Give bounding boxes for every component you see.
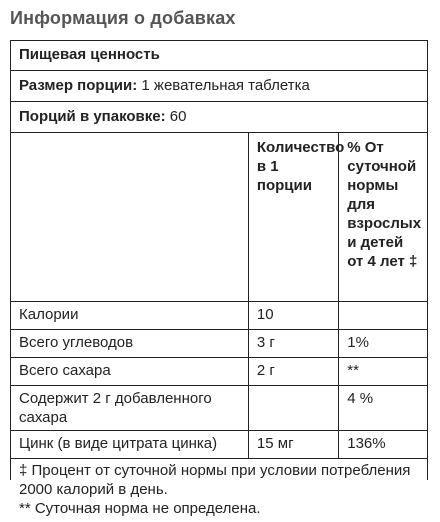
- nutrient-amount: 2 г: [248, 357, 338, 385]
- footnotes: [11, 457, 427, 522]
- nutrient-name: Цинк (в виде цитрата цинка): [11, 430, 248, 458]
- servings-value: 60: [169, 108, 187, 125]
- nutrient-dv: 1%: [339, 329, 427, 357]
- table-row: [11, 329, 427, 357]
- header-amount: Количество в 1 порции: [248, 133, 338, 301]
- nutrient-dv: [339, 301, 427, 329]
- header-empty-cell: [11, 133, 248, 301]
- nutrient-amount: 3 г: [248, 329, 338, 357]
- nutrient-dv: 4 %: [339, 385, 427, 430]
- facts-heading: Пищевая ценность: [11, 41, 427, 71]
- page-title: Информация о добавках: [10, 8, 236, 28]
- servings-per-container-row: [11, 102, 427, 133]
- table-header-row: [11, 133, 427, 301]
- table-row: [11, 385, 427, 430]
- nutrient-name: Калории: [11, 301, 248, 329]
- table-row: [11, 301, 427, 329]
- nutrient-amount: 10: [248, 301, 338, 329]
- nutrient-amount: 15 мг: [248, 430, 338, 458]
- nutrient-amount: [248, 385, 338, 430]
- serving-size-value: 1 жевательная таблетка: [141, 77, 310, 94]
- header-daily-value: % От суточной нормы для взрослых и детей от 4 лет ‡: [339, 133, 427, 301]
- nutrition-table: [11, 133, 427, 459]
- serving-size-label: Размер порции:: [19, 77, 138, 94]
- nutrient-name: Всего сахара: [11, 357, 248, 385]
- serving-size-row: [11, 71, 427, 102]
- table-row: [11, 430, 427, 458]
- footnote-daily-value: ‡ Процент от суточной нормы при условии потребления 2000 калорий в день.: [19, 462, 411, 498]
- nutrient-dv: **: [339, 357, 427, 385]
- servings-label: Порций в упаковке:: [19, 108, 166, 125]
- nutrient-name: Всего углеводов: [11, 329, 248, 357]
- nutrient-dv: 136%: [339, 430, 427, 458]
- footnote-not-established: ** Суточная норма не определена.: [19, 500, 261, 517]
- supplement-facts-panel: [10, 40, 428, 517]
- nutrient-name: Содержит 2 г добавленного сахара: [11, 385, 248, 430]
- table-row: [11, 357, 427, 385]
